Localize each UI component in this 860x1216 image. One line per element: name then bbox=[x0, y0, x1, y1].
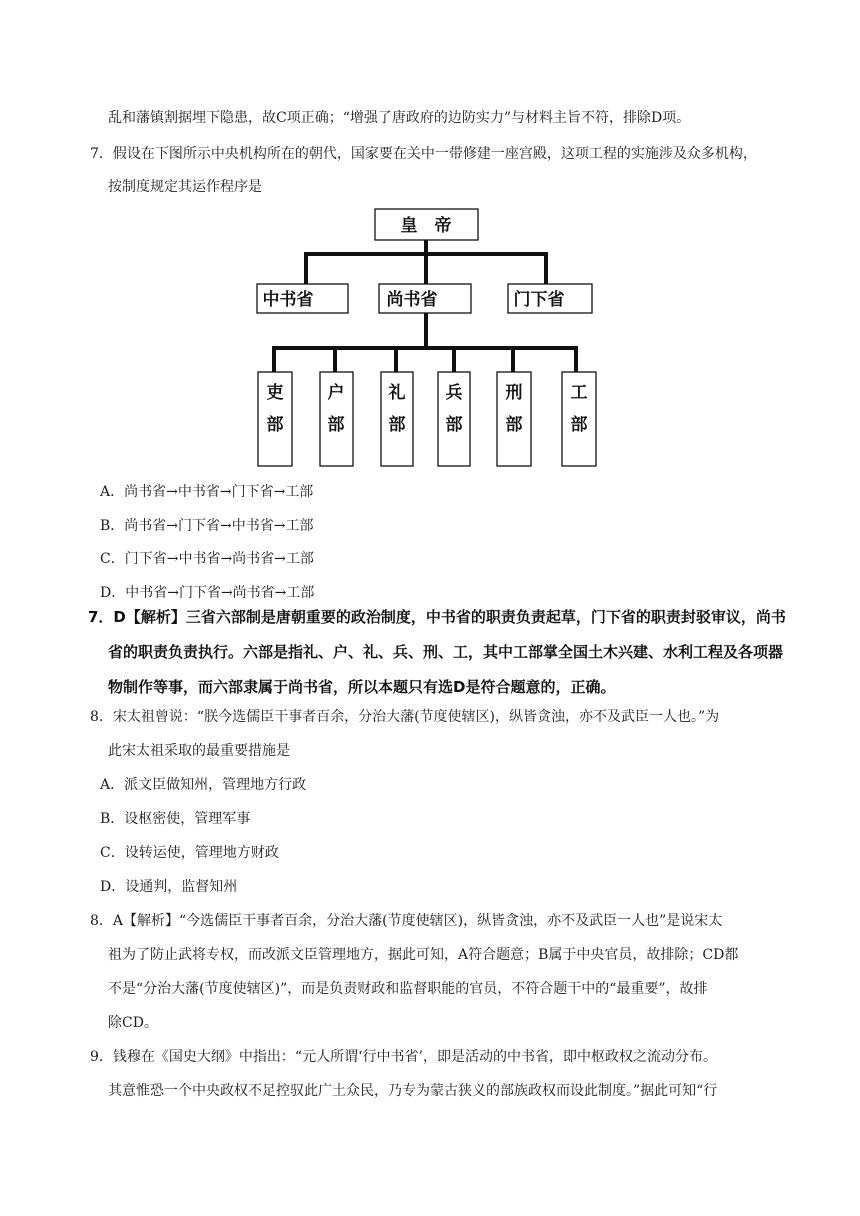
ministry-char-1: 户 bbox=[327, 383, 345, 403]
ministry-char-2: 部 bbox=[388, 415, 406, 435]
question-8-option-c: C．设转运使，管理地方财政 bbox=[100, 845, 279, 861]
org-chart bbox=[256, 208, 606, 470]
ministry-char-1: 兵 bbox=[445, 383, 463, 403]
line-1: 乱和藩镇割据埋下隐患，故C项正确；“增强了唐政府的边防实力”与材料主旨不符，排除D项。 bbox=[108, 110, 691, 126]
ministry-char-2: 部 bbox=[266, 415, 284, 435]
ministry-char-2: 部 bbox=[570, 415, 588, 435]
question-7-line-1: 7．假设在下图所示中央机构所在的朝代，国家要在关中一带修建一座宫殿，这项工程的实施涉及众多机构， bbox=[90, 146, 757, 162]
ministry-char-2: 部 bbox=[445, 415, 463, 435]
ministry-char-1: 刑 bbox=[505, 383, 523, 403]
answer-7-line-1: 7．D【解析】三省六部制是唐朝重要的政治制度，中书省的职责负责起草，门下省的职责封驳审议，尚书 bbox=[88, 608, 786, 626]
menxia-label: 门下省 bbox=[513, 290, 565, 310]
emperor-label: 皇 帝 bbox=[400, 216, 452, 236]
question-8-option-a: A．派文臣做知州，管理地方行政 bbox=[100, 777, 307, 793]
question-8-line-2: 此宋太祖采取的最重要措施是 bbox=[108, 743, 290, 759]
question-7-option-d: D．中书省→门下省→尚书省→工部 bbox=[100, 585, 315, 601]
answer-8-line-2: 祖为了防止武将专权，而改派文臣管理地方，据此可知，A符合题意；B属于中央官员，故排除；CD都 bbox=[108, 947, 739, 963]
question-7-option-b: B．尚书省→门下省→中书省→工部 bbox=[100, 518, 314, 534]
question-8-line-1: 8．宋太祖曾说：“朕今选儒臣干事者百余，分治大藩(节度使辖区)，纵皆贪浊，亦不及武臣一人也。”为 bbox=[90, 709, 720, 725]
question-7-line-2: 按制度规定其运作程序是 bbox=[108, 179, 262, 195]
answer-8-line-4: 除CD。 bbox=[108, 1015, 158, 1031]
question-8-option-b: B．设枢密使，管理军事 bbox=[100, 811, 251, 827]
question-9-line-2: 其意惟恐一个中央政权不足控驭此广土众民，乃专为蒙古狭义的部族政权而设此制度。”据此可知“行 bbox=[108, 1083, 718, 1099]
answer-8-line-3: 不是“分治大藩(节度使辖区)”，而是负责财政和监督职能的官员，不符合题干中的“最重要”，故排 bbox=[108, 981, 708, 997]
question-8-option-d: D．设通判，监督知州 bbox=[100, 879, 238, 895]
ministry-char-1: 吏 bbox=[266, 383, 284, 403]
ministry-char-2: 部 bbox=[327, 415, 345, 435]
question-7-option-a: A．尚书省→中书省→门下省→工部 bbox=[100, 484, 314, 500]
answer-8-line-1: 8．A【解析】“今选儒臣干事者百余，分治大藩(节度使辖区)，纵皆贪浊，亦不及武臣一人也”是说宋太 bbox=[90, 913, 723, 929]
question-7-option-c: C．门下省→中书省→尚书省→工部 bbox=[100, 551, 314, 567]
zhongshu-label: 中书省 bbox=[262, 290, 314, 310]
answer-7-line-2: 省的职责负责执行。六部是指礼、户、礼、兵、刑、工，其中工部掌全国土木兴建、水利工程及各项器 bbox=[108, 643, 784, 661]
answer-7-line-3: 物制作等事，而六部隶属于尚书省，所以本题只有选D是符合题意的，正确。 bbox=[108, 678, 616, 696]
ministry-char-1: 礼 bbox=[388, 383, 406, 403]
shangshu-label: 尚书省 bbox=[386, 290, 438, 310]
ministry-char-2: 部 bbox=[505, 415, 523, 435]
ministry-char-1: 工 bbox=[570, 383, 588, 403]
question-9-line-1: 9．钱穆在《国史大纲》中指出：“元人所谓‘行中书省’，即是活动的中书省，即中枢政权之流动分布。 bbox=[90, 1049, 717, 1065]
connector-top bbox=[306, 240, 546, 284]
connector-bottom bbox=[274, 313, 576, 372]
